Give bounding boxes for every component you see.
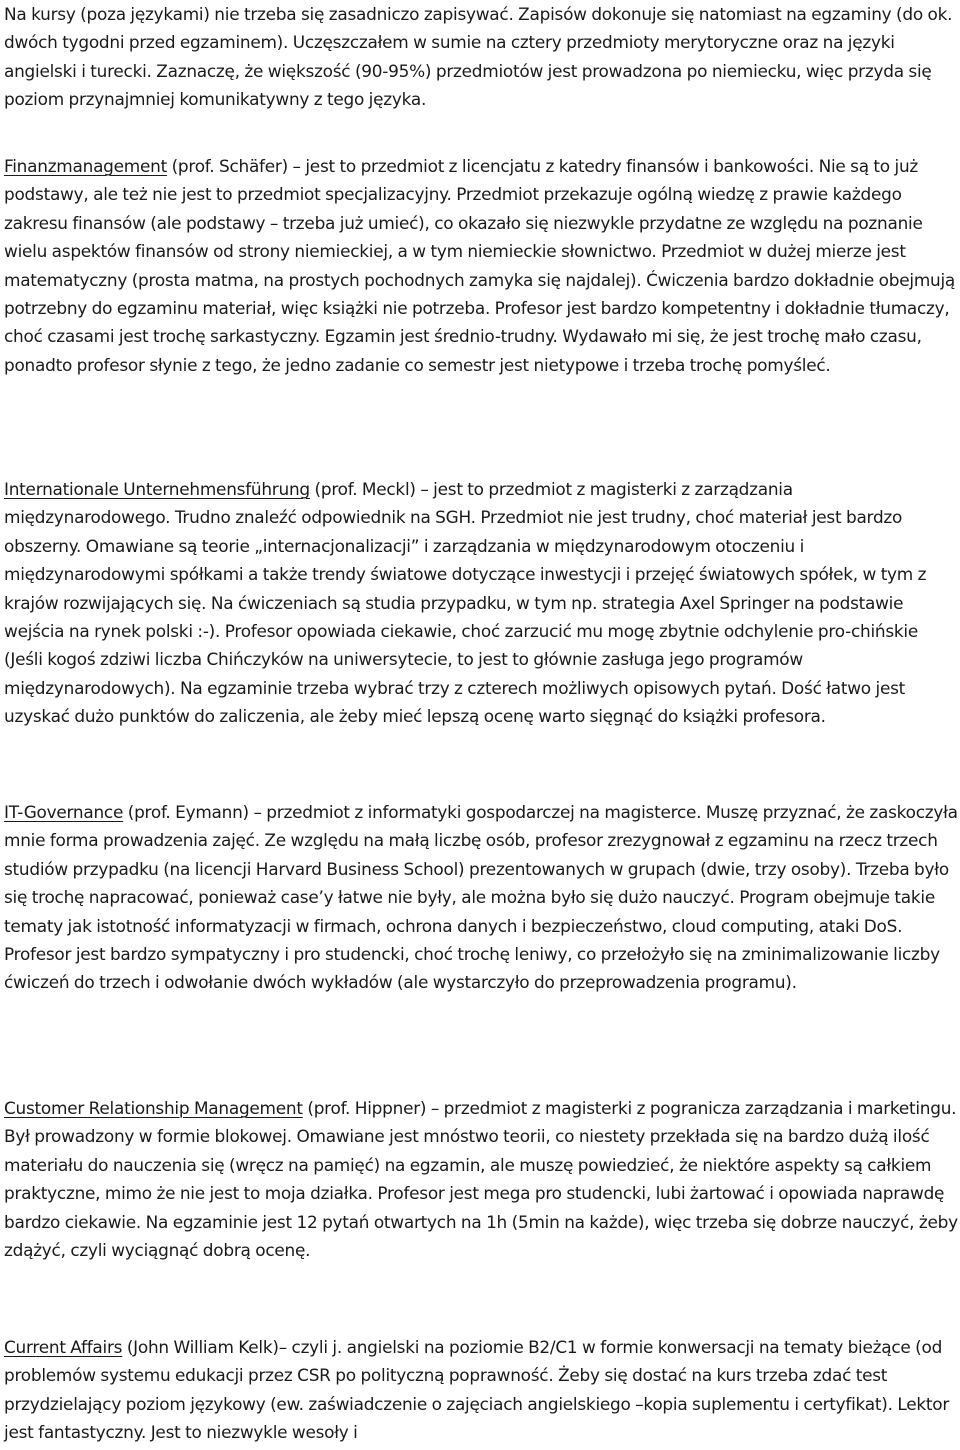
course-section-finanzmanagement (4, 152, 960, 379)
course-description: (John William Kelk)– czyli j. angielski na poziomie B2/C1 w formie konwersacji na tematy bieżące (od problemów systemu edukacji przez CSR po polityczną poprawność. Żeby się dostać na kurs trzeba zdać test przydzielający poziom językowy (ew. zaświadczenie o zajęciach angielskiego –kopia suplementu i certyfikat). Lektor jest fantastyczny. Jest to niezwykle wesoły i (4, 1337, 950, 1443)
course-paragraph (4, 475, 960, 731)
course-paragraph (4, 798, 960, 997)
course-section-it-governance (4, 798, 960, 997)
intro-paragraph (4, 0, 960, 114)
course-name: Internationale Unternehmensführung (4, 479, 310, 499)
course-paragraph (4, 152, 960, 379)
course-name: Customer Relationship Management (4, 1098, 303, 1118)
course-name: IT-Governance (4, 802, 124, 822)
course-description: (prof. Eymann) – przedmiot z informatyki gospodarczej na magisterce. Muszę przyznać, że zaskoczyła mnie forma prowadzenia zajęć. Ze względu na małą liczbę osób, profesor zrezygnował z egzaminu na rzecz trzech studiów przypadku (na licencji Harvard Business School) prezentowanych w grupach (dwie, trzy osoby). Trzeba było się trochę napracować, ponieważ case’y łatwe nie były, ale można było się dużo nauczyć. Program obejmuje takie tematy jak istotność informatyzacji w firmach, ochrona danych i bezpieczeństwo, cloud computing, ataki DoS. Profesor jest bardzo sympatyczny i pro studencki, choć trochę leniwy, co przełożyło się na zminimalizowanie liczby ćwiczeń do trzech i odwołanie dwóch wykładów (ale wystarczyło do przeprowadzenia programu). (4, 802, 958, 993)
course-paragraph (4, 1333, 960, 1447)
course-name: Current Affairs (4, 1337, 123, 1357)
course-description: (prof. Meckl) – jest to przedmiot z magisterki z zarządzania międzynarodowego. Trudno znaleźć odpowiednik na SGH. Przedmiot nie jest trudny, choć materiał jest bardzo obszerny. Omawiane są teorie „internacjonalizacji” i zarządzania w międzynarodowym otoczeniu i międzynarodowymi spółkami a także trendy światowe dotyczące inwestycji i przejęć światowych spółek, w tym z krajów rozwijających się. Na ćwiczeniach są studia przypadku, w tym np. strategia Axel Springer na podstawie wejścia na rynek polski :-). Profesor opowiada ciekawie, choć zarzucić mu mogę zbytnie odchylenie pro-chińskie (Jeśli kogoś zdziwi liczba Chińczyków na uniwersytecie, to jest to głównie zasługa jego programów międzynarodowych). Na egzaminie trzeba wybrać trzy z czterech możliwych opisowych pytań. Dość łatwo jest uzyskać dużo punktów do zaliczenia, ale żeby mieć lepszą ocenę warto sięgnąć do książki profesora. (4, 479, 927, 727)
course-section-current-affairs (4, 1333, 960, 1447)
intro-text: Na kursy (poza językami) nie trzeba się zasadniczo zapisywać. Zapisów dokonuje się natomiast na egzaminy (do ok. dwóch tygodni przed egzaminem). Uczęszczałem w sumie na cztery przedmioty merytoryczne oraz na języki angielski i turecki. Zaznaczę, że większość (90-95%) przedmiotów jest prowadzona po niemiecku, więc przyda się poziom przynajmniej komunikatywny z tego języka. (4, 4, 953, 110)
course-name: Finanzmanagement (4, 156, 167, 176)
course-description: (prof. Hippner) – przedmiot z magisterki z pogranicza zarządzania i marketingu. Był prowadzony w formie blokowej. Omawiane jest mnóstwo teorii, co niestety przekłada się na bardzo dużą ilość materiału do nauczenia się (wręcz na pamięć) na egzamin, ale muszę powiedzieć, że niektóre aspekty są całkiem praktyczne, mimo że nie jest to moja działka. Profesor jest mega pro studencki, lubi żartować i opowiada naprawdę bardzo ciekawie. Na egzaminie jest 12 pytań otwartych na 1h (5min na każde), więc trzeba się dobrze nauczyć, żeby zdążyć, czyli wyciągnąć dobrą ocenę. (4, 1098, 958, 1261)
course-paragraph (4, 1094, 960, 1264)
course-section-internationale-unternehmensfuehrung (4, 475, 960, 731)
course-description: (prof. Schäfer) – jest to przedmiot z licencjatu z katedry finansów i bankowości. Nie są to już podstawy, ale też nie jest to przedmiot specjalizacyjny. Przedmiot przekazuje ogólną wiedzę z prawie każdego zakresu finansów (ale podstawy – trzeba już umieć), co okazało się niezwykle przydatne ze względu na poznanie wielu aspektów finansów od strony niemieckiej, a w tym niemieckie słownictwo. Przedmiot w dużej mierze jest matematyczny (prosta matma, na prostych pochodnych zamyka się najdalej). Ćwiczenia bardzo dokładnie obejmują potrzebny do egzaminu materiał, więc książki nie potrzeba. Profesor jest bardzo kompetentny i dokładnie tłumaczy, choć czasami jest trochę sarkastyczny. Egzamin jest średnio-trudny. Wydawało mi się, że jest trochę mało czasu, ponadto profesor słynie z tego, że jedno zadanie co semestr jest nietypowe i trzeba trochę pomyśleć. (4, 156, 956, 375)
course-section-customer-relationship-management (4, 1094, 960, 1264)
